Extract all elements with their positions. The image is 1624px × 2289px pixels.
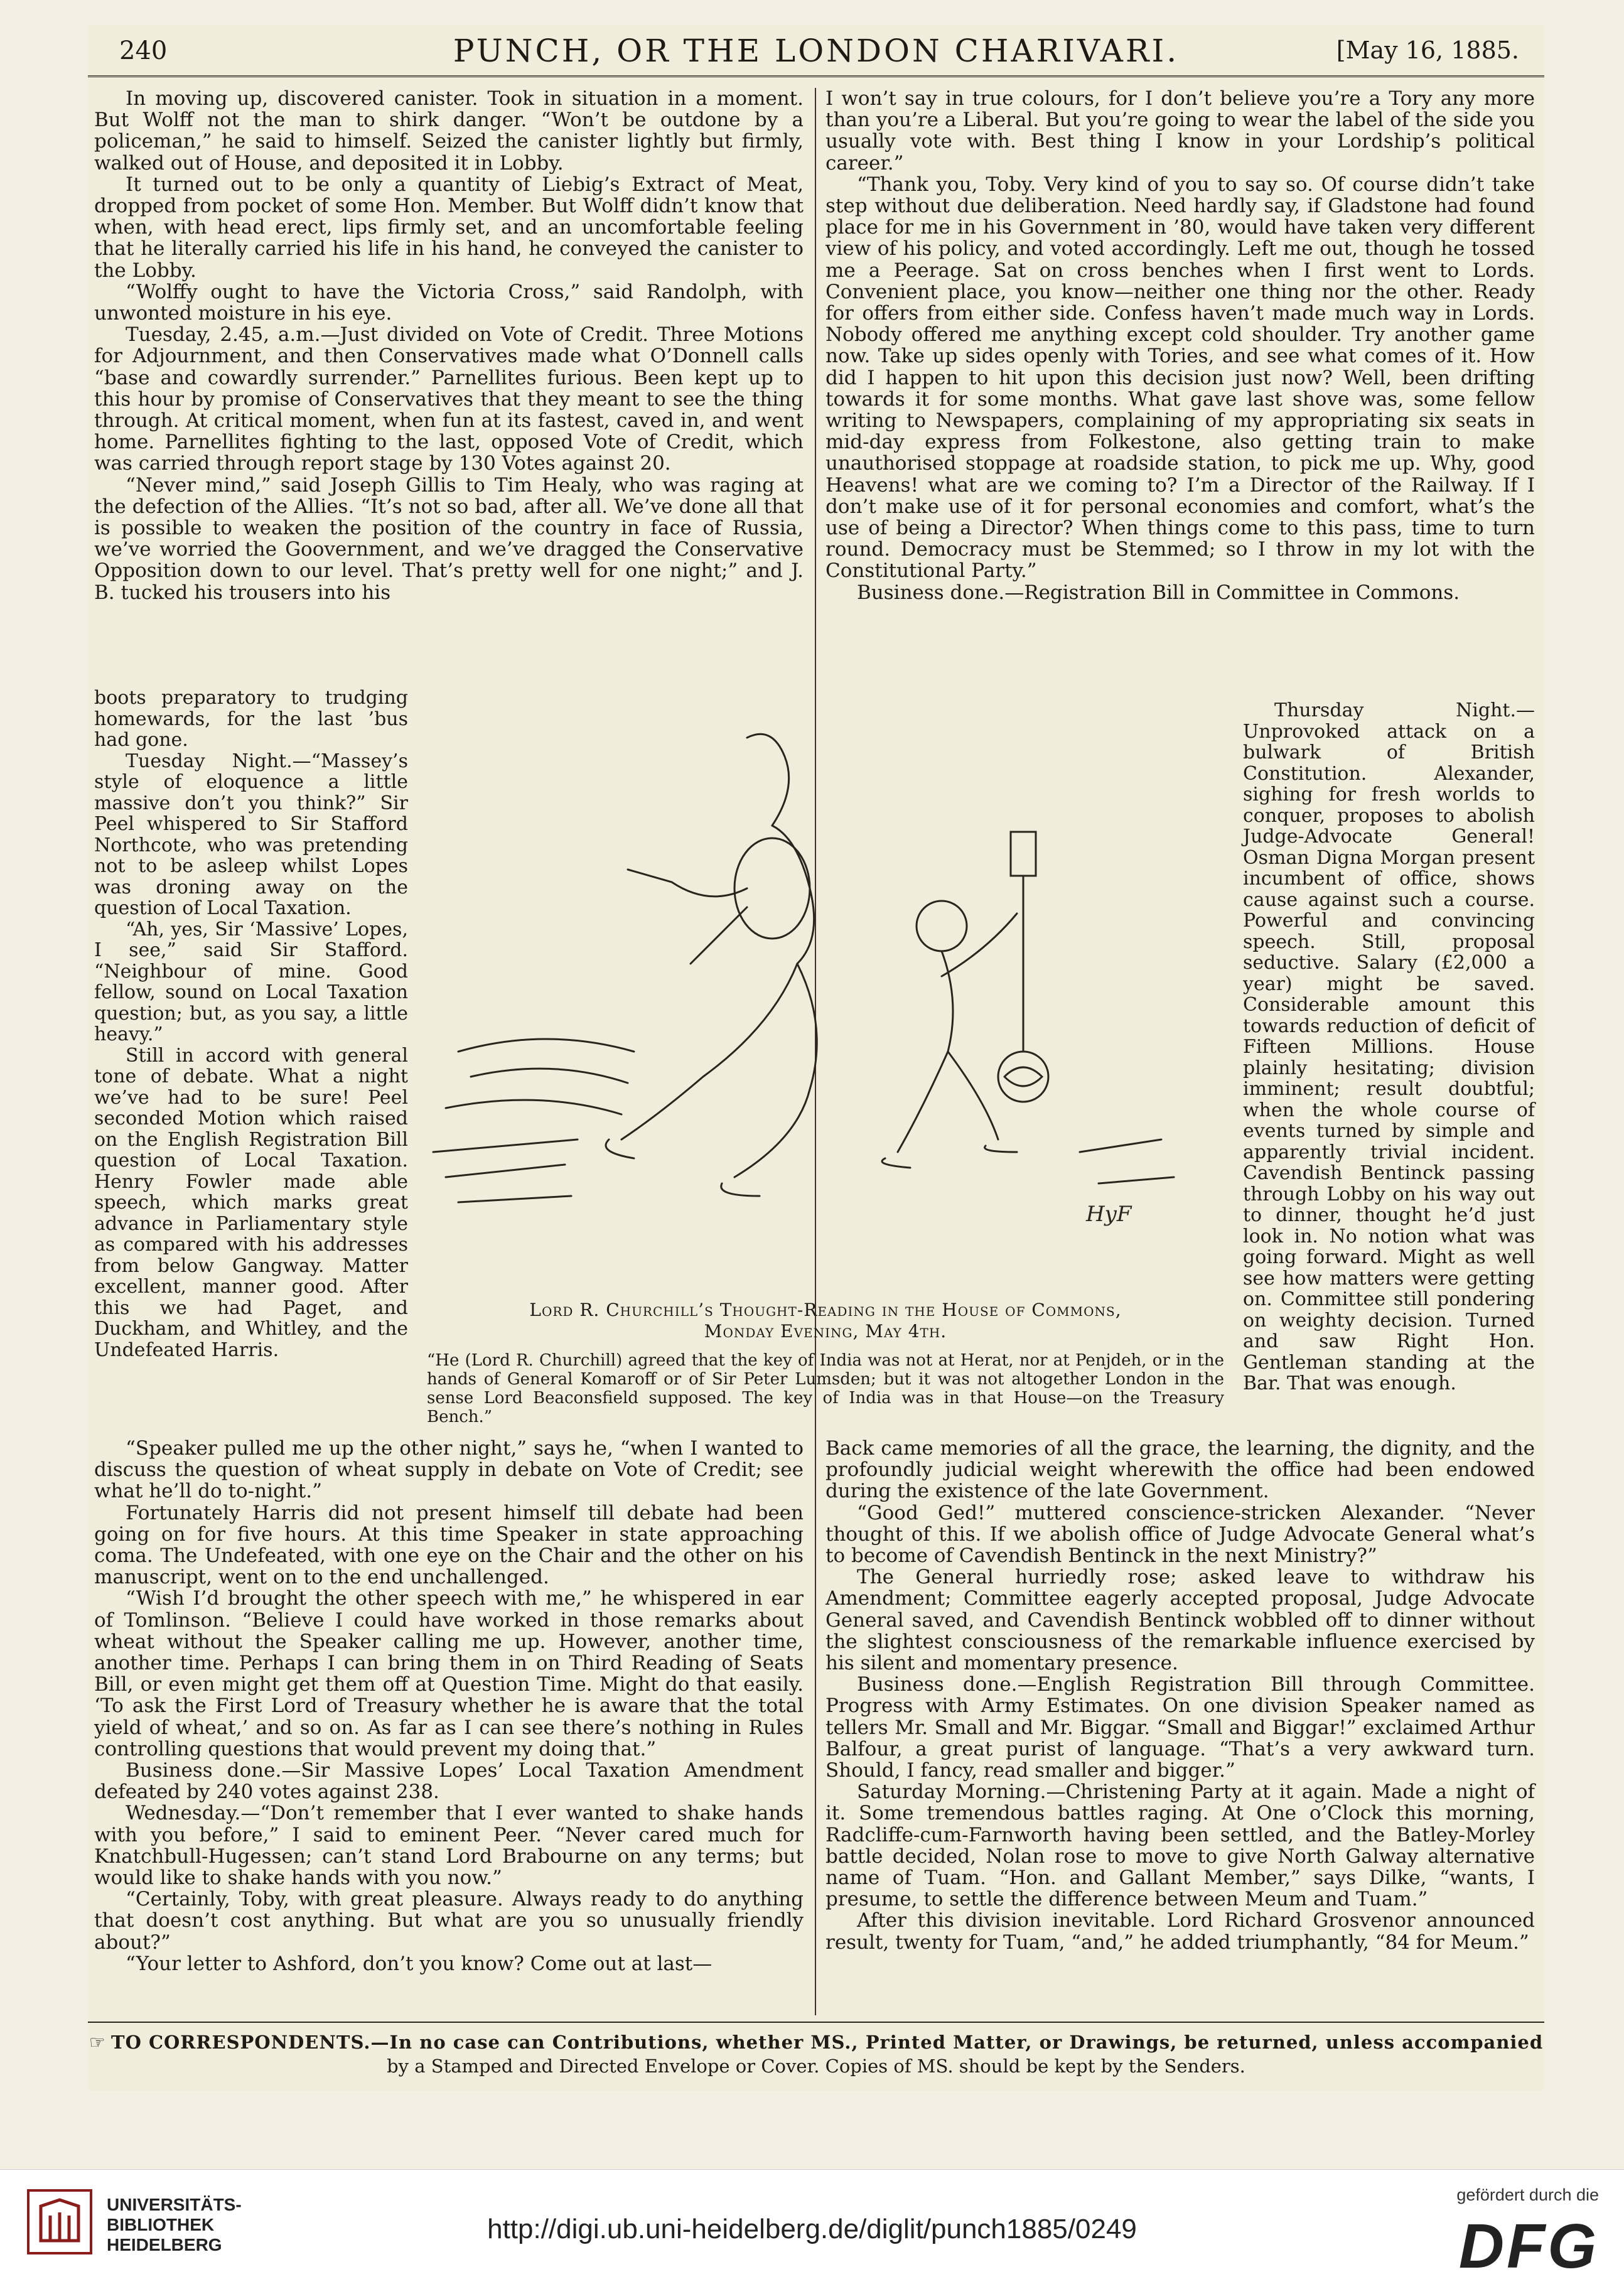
paragraph: “Certainly, Toby, with great pleasure. Always ready to do anything that doesn’t cost anything. But what are you so unusually friendly about?”	[94, 1888, 804, 1954]
paragraph: “Wish I’d brought the other speech with me,” he whispered in ear of Tomlinson. “Believe I could have worked in those remarks about wheat without the Speaker calling me up. However, another time, another time. Perhaps I can bring them in on Third Reading of Seats Bill, or even might get them off at Question Time. Might do that easily. ‘To ask the First Lord of Treasury whether he is aware that the total yield of wheat,’ and so on. As far as I can see there’s nothing in Rules controlling questions that would prevent my doing that.”	[94, 1587, 804, 1760]
paragraph: Tuesday Night.—“Massey’s style of eloquence a little massive don’t you think?” Sir Peel whispered to Sir Stafford Northcote, who was pretending not to be asleep whilst Lopes was droning away on the question of Local Taxation.	[94, 750, 408, 919]
paragraph: Business done.—Sir Massive Lopes’ Local Taxation Amendment defeated by 240 votes against 238.	[94, 1759, 804, 1804]
artist-signature: HyF	[1086, 1202, 1132, 1227]
paragraph: “Your letter to Ashford, don’t you know? Come out at last—	[126, 1952, 713, 1975]
paragraph: The General hurriedly rose; asked leave to withdraw his Amendment; Committee eagerly accepted proposal, Judge Advocate General saved, and Cavendish Bentinck wobbled off to dinner without the slightest consciousness of the remarkable influence exercised by his silent and momentary presence.	[825, 1566, 1535, 1675]
paragraph: In moving up, discovered canister. Took in situation in a moment. But Wolff not the man to shirk danger. “Won’t be outdone by a policeman,” he said to himself. Seized the canister lightly but firmly, walked out of House, and deposited it in Lobby.	[94, 87, 804, 175]
paragraph: I won’t say in true colours, for I don’t believe you’re a Tory any more than you’re a Liberal. But you’re going to wear the label of the side you usually vote with. Best thing I know in your Lordship’s political career.”	[825, 87, 1535, 175]
paragraph: Wednesday.—“Don’t remember that I ever wanted to shake hands with you before,” I said to eminent Peer. “Never cared much for Knatchbull-Hugessen; can’t stand Lord Brabourne on any terms; but would like to shake hands with you now.”	[94, 1802, 804, 1890]
column-right-bottom	[825, 1438, 1535, 1953]
issue-date: [May 16, 1885.	[1336, 36, 1519, 64]
caption-quote: “He (Lord R. Churchill) agreed that the key of India was not at Herat, nor at Penjdeh, or in the hands of General Komaroff or of Sir Peter Lumsden; but it was not altogether London in the sense Lord Beaconsfield supposed. The key of India was in that House—on the Treasury Bench.”	[427, 1351, 1224, 1426]
column-left-top	[94, 88, 804, 603]
cartoon-drawing	[421, 700, 1230, 1252]
masthead-title: PUNCH, OR THE LONDON CHARIVARI.	[453, 33, 1180, 69]
paragraph: “Thank you, Toby. Very kind of you to say so. Of course didn’t take step without due deliberation. Need hardly say, if Gladstone had found place for me in his Government in ’80, would have taken very different view of his policy, and voted accordingly. Left me out, though he tossed me a Peerage. Sat on cross benches when I first went to Lords. Convenient place, you know—neither one thing nor the other. Ready for offers from either side. Confess haven’t made much way in Lords. Nobody offered me anything except cold shoulder. Try another game now. Take up sides openly with Tories, and see what comes of it. How did I happen to hit upon this decision just now? Well, been drifting towards it for some months. What gave last shove was, some fellow writing to Newspapers, complaining of my appropriating six seats in mid-day express from Folkestone, also getting train to make unauthorised stoppage at roadside station, to pick me up. Why, good Heavens! what are we coming to? I’m a Director of the Railway. If I don’t make use of it for personal economies and comfort, what’s the use of being a Director? When things come to this pass, time to turn round. Democracy must be Stemmed; so I throw in my lot with the Constitutional Party.”	[825, 173, 1535, 583]
paragraph: Still in accord with general tone of debate. What a night we’ve had to be sure! Peel seconded Motion which raised on the English Registration Bill question of Local Taxation. Henry Fowler made able speech, which marks great advance in Parliamentary style as compared with his addresses from below Gangway. Matter excellent, manner good. After this we had Paget, and Duckham, and Whitley, and the Undefeated Harris.	[94, 1044, 408, 1361]
paragraph: “Wolffy ought to have the Victoria Cross,” said Randolph, with unwonted moisture in his eye.	[94, 280, 804, 325]
paragraph: “Ah, yes, Sir ‘Massive’ Lopes, I see,” said Sir Stafford. “Neighbour of mine. Good fellow, sound on Local Taxation question; but, as you say, a little heavy.”	[94, 918, 408, 1045]
paragraph: “Good Ged!” muttered conscience-stricken Alexander. “Never thought of this. If we abolish office of Judge Advocate General what’s to become of Cavendish Bentinck in the next Ministry?”	[825, 1501, 1535, 1568]
paragraph: Business done.—Registration Bill in Committee in Commons.	[857, 581, 1460, 604]
institution-name: UNIVERSITÄTS- BIBLIOTHEK HEIDELBERG	[107, 2195, 242, 2254]
dfg-logo: DFG	[1458, 2211, 1599, 2281]
notice-bold: TO CORRESPONDENTS.—In no case can Contributions, whether MS., Printed Matter, or Drawings, be returned, unless accompanied	[111, 2032, 1544, 2053]
paragraph: Saturday Morning.—Christening Party at it again. Made a night of it. Some tremendous battles raging. At One o’Clock this morning, Radcliffe-cum-Farnworth having been settled, and the Batley-Morley battle decided, Nolan rose to move to give North Galway alternative name of Tuam. “Hon. and Gallant Member,” says Dilke, “wants, I presume, to settle the difference between Meum and Tuam.”	[825, 1780, 1535, 1911]
paragraph: Back came memories of all the grace, the learning, the dignity, and the profoundly judicial weight wherewith the office had been endowed during the existence of the late Government.	[825, 1437, 1535, 1503]
page-number: 240	[119, 36, 168, 65]
funder-label: gefördert durch die	[1456, 2185, 1599, 2204]
paragraph: Fortunately Harris did not present himself till debate had been going on for five hours. At this time Speaker in state approaching coma. The Undefeated, with one eye on the Chair and the other on his manuscript, went on to the end unchallenged.	[94, 1501, 804, 1589]
column-left-narrow	[94, 687, 408, 1360]
paragraph: boots preparatory to trudging homewards, for the last ’bus had gone.	[94, 687, 408, 751]
caption-title: Lord R. Churchill’s Thought-Reading in the House of Commons,	[529, 1300, 1122, 1320]
newspaper-page	[88, 25, 1544, 2091]
cartoon-illustration	[421, 700, 1230, 1309]
permalink-url[interactable]: http://digi.ub.uni-heidelberg.de/diglit/punch1885/0249	[487, 2214, 1137, 2244]
column-left-bottom	[94, 1438, 804, 1974]
paragraph: After this division inevitable. Lord Richard Grosvenor announced result, twenty for Tuam, “and,” he added triumphantly, “84 for Meum.”	[825, 1909, 1535, 1954]
library-footer-bar	[0, 2169, 1624, 2289]
page-header	[88, 25, 1544, 77]
paragraph: “Never mind,” said Joseph Gillis to Tim Healy, who was raging at the defection of the Allies. “It’s not so bad, after all. We’ve done all that is possible to weaken the position of the country in face of Russia, we’ve worried the Goovernment, and we’ve dragged the Conservative Opposition down to our level. That’s pretty well for one night;” and J. B. tucked his trousers into his	[94, 473, 804, 604]
pointing-hand-icon: ☞	[89, 2032, 105, 2053]
notice-rest: by a Stamped and Directed Envelope or Cover. Copies of MS. should be kept by the Senders.	[387, 2055, 1245, 2077]
caption-subtitle: Monday Evening, May 4th.	[704, 1321, 947, 1342]
paragraph: Business done.—English Registration Bill through Committee. Progress with Army Estimates. On one division Speaker named as tellers Mr. Small and Mr. Biggar. “Small and Biggar!” exclaimed Arthur Balfour, a great purist of language. “That’s a very awkward turn. Should, I fancy, read smaller and bigger.”	[825, 1673, 1535, 1782]
correspondents-notice	[88, 2022, 1544, 2078]
cartoon-caption	[414, 1300, 1237, 1426]
paragraph: Thursday Night.—Unprovoked attack on a bulwark of British Constitution. Alexander, sighing for fresh worlds to conquer, proposes to abolish Judge-Advocate General! Osman Digna Morgan present incumbent of office, shows cause against such a course. Powerful and convincing speech. Still, proposal seductive. Salary (£2,000 a year) might be saved. Considerable amount this towards reduction of deficit of Fifteen Millions. House plainly hesitating; division imminent; result doubtful; when the whole course of events turned by simple and apparently trivial incident. Cavendish Bentinck passing through Lobby on his way out to dinner, thought he’d just look in. No notion what was going forward. Might as well see how matters were getting on. Committee still pondering on weighty decision. Turned and saw Right Hon. Gentleman standing at the Bar. That was enough.	[1243, 699, 1535, 1394]
column-right-top	[825, 88, 1535, 603]
paragraph: Tuesday, 2.45, a.m.—Just divided on Vote of Credit. Three Motions for Adjournment, and then Conservatives made what O’Donnell calls “base and cowardly surrender.” Parnellites furious. Been kept up to this hour by promise of Conservatives that they meant to see the thing through. At critical moment, when fun at its fastest, caved in, and went home. Parnellites fighting to the last, opposed Vote of Credit, which was carried through report stage by 130 Votes against 20.	[94, 323, 804, 475]
column-right-narrow	[1243, 700, 1535, 1394]
paragraph: “Speaker pulled me up the other night,” says he, “when I wanted to discuss the question of wheat supply in debate on Vote of Credit; see what he’ll do to-night.”	[94, 1437, 804, 1503]
paragraph: It turned out to be only a quantity of Liebig’s Extract of Meat, dropped from pocket of some Hon. Member. But Wolff didn’t know that when, with head erect, lips firmly set, and an uncomfortable feeling that he literally carried his life in his hand, he conveyed the canister to the Lobby.	[94, 173, 804, 282]
